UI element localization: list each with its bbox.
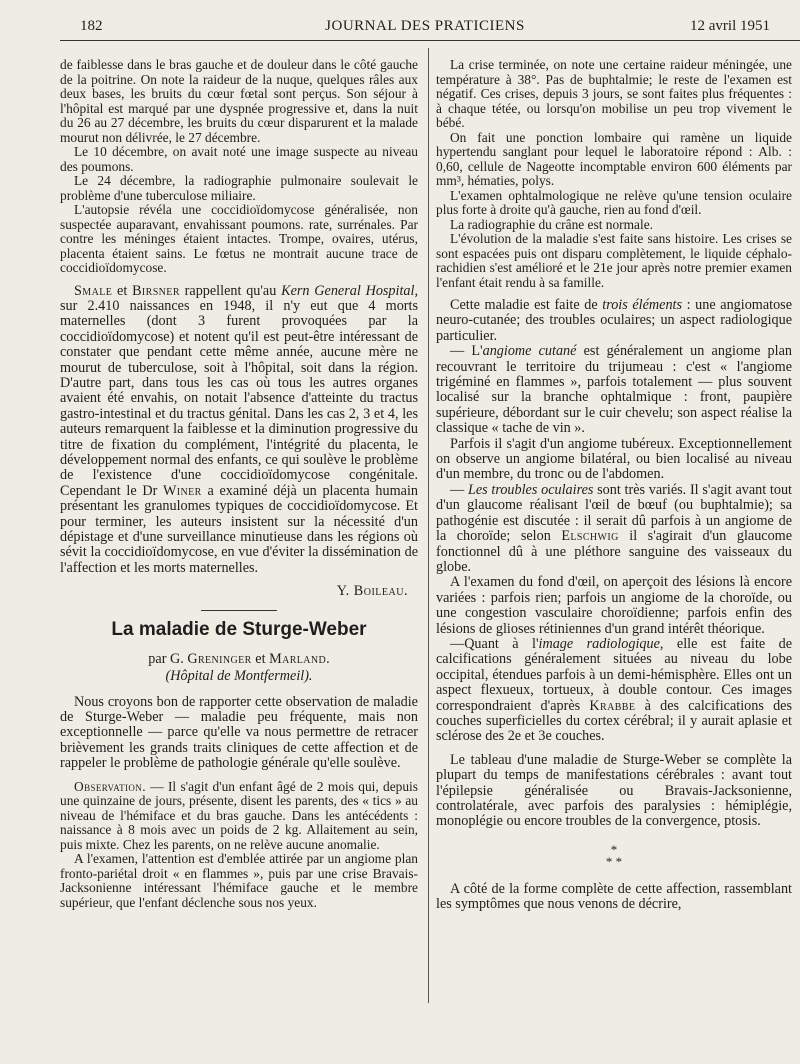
right-column [436,58,792,913]
section-rule [201,610,277,611]
paragraph: Le 10 décembre, on avait noté une image suspecte au niveau des poumons. [60,144,418,174]
text-run: il s'agirait d'un glaucome fonctionnel dû à une pléthore sanguine des vaisseaux du globe. [436,528,793,575]
section-separator [436,841,792,869]
paragraph [436,298,792,344]
text-run: rappellent qu'au [179,282,282,299]
paragraph: Nous croyons bon de rapporter cette observation de maladie de Sturge-Weber — maladie peu fréquente, mais non exceptionnelle — parce qu'elle va nous permettre de retracer brièvement les grands traits cliniques de cette affection et de rappeler le problème de pathologie générale qu'elle soulève. [60,693,418,772]
text-run: : une angiomatose neuro-cutanée; des troubles oculaires; un aspect radiologique particulier. [436,297,792,344]
emphasis: Les troubles oculaires [467,481,594,498]
issue-date: 12 avril 1951 [690,18,770,34]
page-number: 182 [80,18,103,34]
signature: Y. Boileau. [336,583,408,600]
text-run: , elle est faite de calcifications généralement situées au niveau du lobe occipital, étendues parfois à un demi-hémisphère. Elles ont un aspect flexueux, tortueux, à double contour. Ces images correspondraient d'après [436,635,792,714]
header-rule [60,40,800,41]
text-run: à des calcifications des couches superficielles du cortex cérébral; il y aurait aplasie et sclérose des 2e et 3e couches. [436,697,792,745]
author-name: Greninger [187,650,252,667]
author-name: Smale [74,282,113,299]
column-divider [428,48,429,1003]
paragraph: Le tableau d'une maladie de Sturge-Weber se complète la plupart du temps de manifestations cérébrales : avant tout l'épilepsie généralisée ou Bravais-Jacksonienne, controlatérale, avec parfois des paralysies : hémiplégie, monoplégie ou encore troubles de la convergence, ptosis. [436,751,792,830]
paragraph: On fait une ponction lombaire qui ramène un liquide hypertendu sanglant pour lequel le laboratoire répond : Alb. : 0,60, cellule de Nageotte incomptable environ 600 éléments par mm³, hématies, polys. [436,129,792,188]
paragraph [436,637,792,745]
author-name: Marland [269,650,327,667]
text-run: — Il s'agit d'un enfant âgé de 2 mois qui, depuis une quinzaine de jours, présente, disent les parents, des « tics » au niveau de l'hémiface et du bras gauche. Dans les antécédents : naissance à 8 mois avec un poids de 2 kg. Allaitement au sein, puis mixte. Chez les parents, on ne relève aucune anomalie. [60,778,418,852]
paragraph: A l'examen, l'attention est d'emblée attirée par un angiome plan fronto-pariétal droit « en flammes », puis par une crise Bravais-Jacksonienne intéressant l'hémiface gauche et le membre supérieur, que l'enfant déclenche sous nos yeux. [60,851,418,910]
text-run: —Quant à l' [450,635,539,652]
paragraph: La crise terminée, on note une certaine raideur méningée, une température à 38°. Pas de buphtalmie; le reste de l'examen est négatif. Ces crises, depuis 3 jours, se sont faites plus fréquentes : à chaque tétée, ou lorsqu'on mobilise un peu trop vivement le bébé. [436,57,792,130]
paragraph: L'examen ophtalmologique ne relève qu'une tension oculaire plus forte à droite qu'à gauche, rien au fond d'œil. [436,187,792,217]
left-column [60,58,418,910]
journal-title: JOURNAL DES PRATICIENS [325,18,525,34]
paragraph: L'autopsie révéla une coccidioïdomycose généralisée, non suspectée auparavant, envahissant poumons. rate, surrénales. Par contre les méninges étaient intactes. Trompe, ovaires, utérus, placenta étaient sains. Le fœtus ne montrait aucune trace de coccidioïdomycose. [60,202,418,275]
paragraph [60,284,418,577]
text-run: est généralement un angiome plan recouvrant le territoire du trijumeau : c'est « l'angiome trigéminé en flammes », parfois totalement — plus souvent localisé sur la branche ophtalmique : front, paupière supérieure, débordant sur le cuir chevelu; son aspect réalise la classique « tache de vin ». [436,343,792,437]
text-run: Cette maladie est faite de [450,297,603,313]
paragraph [60,780,418,853]
paragraph: de faiblesse dans le bras gauche et de douleur dans le côté gauche de la poitrine. On note la raideur de la nuque, quelques râles aux deux bases, les bruits du cœur fœtal sont perçus. Son séjour à l'hôpital est marqué par une dyspnée progressive et, dans la nuit du 26 au 27 décembre, les bruits du cœur disparurent et la malade mourut non délivrée, le 27 décembre. [60,57,418,145]
text-run: sur 2.410 naissances en 1948, il n'y eut que 4 morts maternelles (dont 3 furent provoquées par la coccidioïdomycose) et notent qu'il est peut-être intéressant de constater que pendant cette même année, aucune mère ne mourut de tuberculose, soit à l'hôpital, soit dans la région. D'autre part, dans tous les cas où tous les autres organes avaient été envahis, on notait l'absence d'atteinte du tractus gastro-intestinal et du tractus génital. Dans les cas 2, 3 et 4, les auteurs remarquent la faiblesse et la diminution progressive du titre de fixation du complément, l'intégrité du placenta, le développement normal des enfants, ce qui soulève le problème de l'existence d'une coccidioïdomycose congénitale. Cependant le Dr [60,297,418,499]
article-title: La maladie de Sturge-Weber [111,618,367,640]
emphasis: image radiologique [538,635,660,652]
author-name: Krabbe [589,697,636,714]
paragraph: La radiographie du crâne est normale. [450,216,653,232]
text-run: — L' [450,343,483,360]
asterism-top: * [610,841,618,857]
byline [60,651,418,685]
observation-label: Observation. [74,778,146,794]
text-run: sont très variés. Il s'agit avant tout d'un glaucome réalisant l'œil de bœuf (ou buphtalmie); sa pathogénie est discutée : il serait dû parfois à un angiome de la choroïde; selon [436,481,793,545]
author-name: Winer [163,482,202,499]
paragraph: Parfois il s'agit d'un angiome tubéreux. Exceptionnellement on observe un angiome bilatéral, ou bien localisé au niveau d'un membre, du tronc ou de l'abdomen. [436,435,792,483]
page-header [80,14,770,42]
text-run: et [251,650,270,667]
text-run: et [112,282,133,299]
paragraph: A côté de la forme complète de cette affection, rassemblant les symptômes que nous venons de décrire, [436,880,792,913]
emphasis: trois éléments [602,297,683,313]
text-run: . [326,650,330,667]
hospital-name: Kern General Hospital, [281,282,418,299]
author-name: Birsner [132,282,180,299]
affiliation: (Hôpital de Montfermeil). [165,667,313,684]
paragraph [436,483,792,575]
asterism-bottom: * * [605,853,623,869]
paragraph: Le 24 décembre, la radiographie pulmonaire soulevait le problème d'une tuberculose miliaire. [60,173,418,203]
paragraph [436,344,792,436]
text-run: par G. [148,650,188,667]
text-run: — [450,481,468,498]
paragraph: L'évolution de la maladie s'est faite sans histoire. Les crises se sont espacées puis ont disparu complètement, le liquide céphalo-rachidien s'est amélioré et le 21e jour après notre premier examen l'enfant était rendu à sa famille. [436,231,792,290]
paragraph: A l'examen du fond d'œil, on aperçoit des lésions là encore variées : parfois rien; parfois un angiome de la choroïde, ou une congestion vasculaire choroïdienne; parfois enfin des lésions de glioses rétiniennes d'un grand intérêt théorique. [436,574,792,637]
emphasis: angiome cutané [482,343,577,360]
author-name: Elschwig [561,528,619,545]
text-run: a examiné déjà un placenta humain présentant les granulomes typiques de coccidioïdomycose. Et pour terminer, les auteurs insistent sur la nécessité d'un dépistage et d'une surveillance minutieuse dans les régions où sévit la coccidioïdomycose, en vue d'éviter la dissémination de l'affection et les morts maternelles. [60,482,418,576]
